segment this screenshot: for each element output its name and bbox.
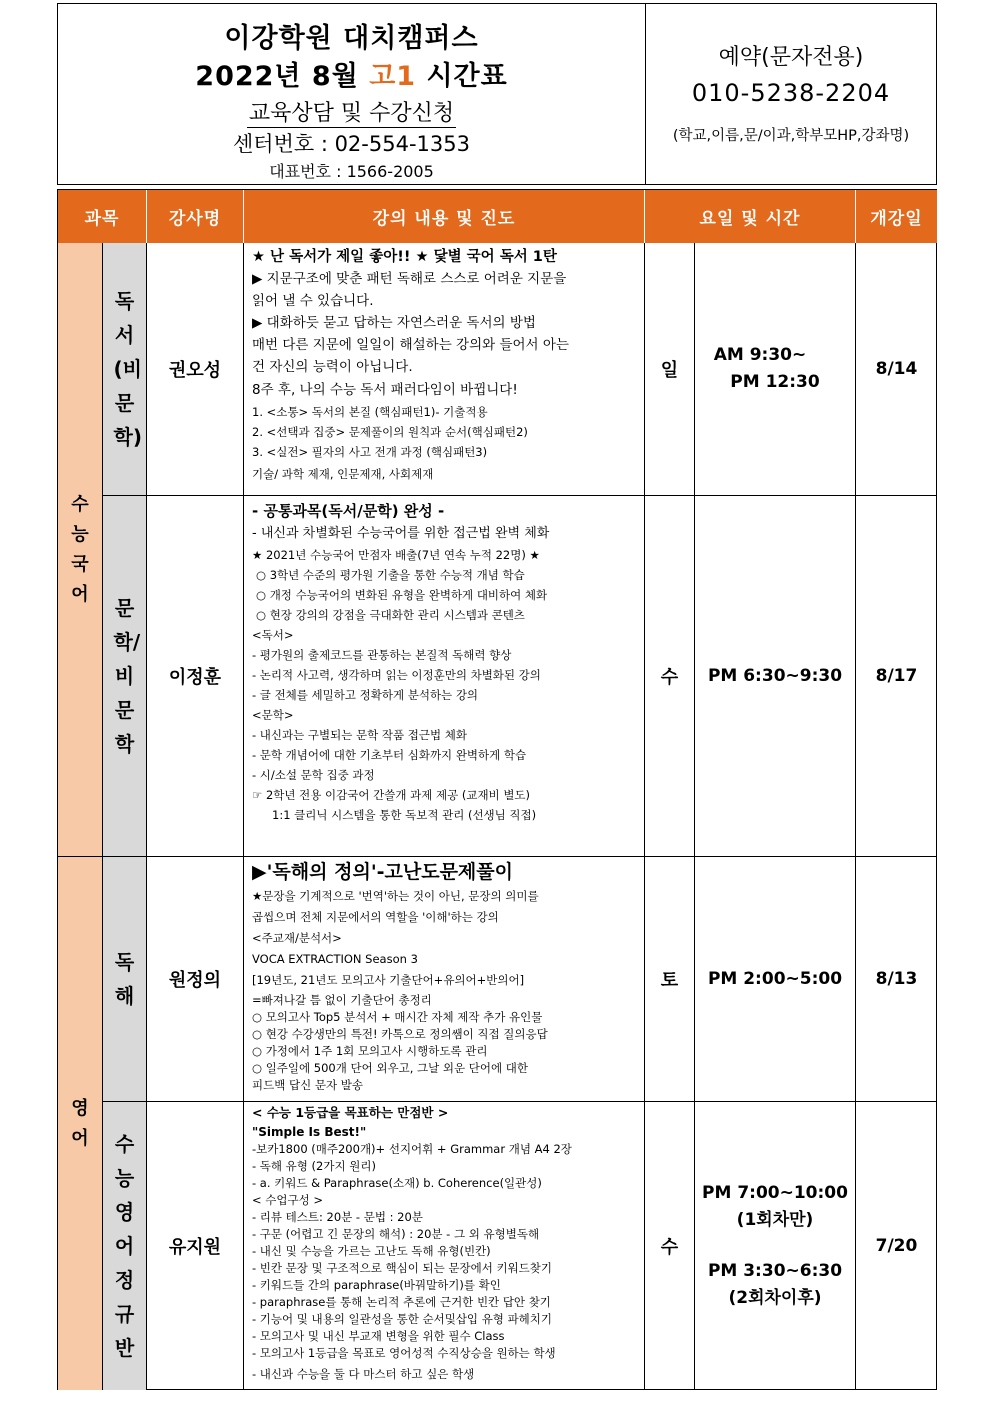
time-line: PM 3:30~6:30: [707, 1261, 843, 1281]
main-phone: 대표번호 : 1566-2005: [269, 162, 434, 181]
content-line: - 내신과는 구별되는 문학 작품 접근법 체화: [252, 728, 467, 742]
time-row3: PM 2:00~5:00: [695, 857, 856, 1102]
day-row4: 수: [645, 1102, 695, 1390]
content-line: ▶ 지문구조에 맞춘 패턴 독해로 스스로 어려운 지문을: [252, 271, 567, 287]
content-line: - 구문 (어렵고 긴 문장의 해석) : 20분 - 그 외 유형별독해: [252, 1227, 540, 1241]
content-line: ▶'독해의 정의'-고난도문제풀이: [252, 861, 513, 883]
time-line: (1회차만): [736, 1210, 814, 1230]
content-row2: [244, 496, 645, 857]
schedule-title-pre: 2022년 8월: [195, 61, 370, 92]
content-line: - 내신과 수능을 둘 다 마스터 하고 싶은 학생: [252, 1367, 475, 1381]
content-line: - 글 전체를 세밀하고 정확하게 분석하는 강의: [252, 688, 479, 702]
col-header-start: 개강일: [856, 190, 937, 243]
day-row2: 수: [645, 496, 695, 857]
subject-english-regular: [103, 1102, 147, 1390]
content-line: - 키워드들 간의 paraphrase(바꿔말하기)를 확인: [252, 1278, 501, 1292]
col-header-content: 강의 내용 및 진도: [244, 190, 645, 243]
content-line: - 내신과 차별화된 수능국어를 위한 접근법 완벽 체화: [252, 526, 550, 541]
start-row4: 7/20: [875, 1236, 918, 1256]
content-line: 건 자신의 능력이 아닙니다.: [252, 359, 413, 375]
content-line: 매번 다른 지문에 일일이 해설하는 강의와 들어서 아는: [252, 337, 569, 353]
content-line: ○ 3학년 수준의 평가원 기출을 통한 수능적 개념 학습: [256, 568, 525, 582]
grade-highlight: 고1: [369, 61, 417, 92]
content-line: 피드백 답신 문자 발송: [252, 1078, 363, 1092]
content-line: - 시/소설 문학 집중 과정: [252, 768, 375, 782]
col-header-schedule: 요일 및 시간: [645, 190, 856, 243]
content-line: - 빈칸 문장 및 구조적으로 핵심이 되는 문장에서 키워드찾기: [252, 1261, 553, 1275]
content-row3: [244, 857, 645, 1102]
time-row2: PM 6:30~9:30: [695, 496, 856, 857]
center-phone: 센터번호 : 02-554-1353: [233, 132, 470, 156]
academy-title: 이강학원 대치캠퍼스: [224, 23, 479, 54]
reserve-info: (학교,이름,문/이과,학부모HP,강좌명): [672, 128, 910, 144]
content-line: ★ 2021년 수능국어 만점자 배출(7년 연속 누적 22명) ★: [252, 548, 540, 562]
content-line: < 수능 1등급을 목표하는 만점반 >: [252, 1105, 449, 1120]
content-line: - 독해 유형 (2가지 원리): [252, 1159, 376, 1173]
subject-reading-comprehension-label: 독해: [114, 950, 135, 1008]
content-line: - 내신 및 수능을 가르는 고난도 독해 유형(빈칸): [252, 1244, 491, 1258]
category-korean-label: 수능국어: [71, 493, 89, 605]
content-row4: [244, 1102, 645, 1390]
category-korean: [58, 243, 103, 857]
content-line: ☞ 2학년 전용 이감국어 간쓸개 과제 제공 (교재비 별도): [252, 788, 531, 802]
subject-literature: [103, 496, 147, 857]
content-line: < 수업구성 >: [252, 1193, 324, 1207]
content-line: VOCA EXTRACTION Season 3: [252, 952, 418, 966]
content-line: - 논리적 사고력, 생각하며 읽는 이정훈만의 차별화된 강의: [252, 668, 541, 682]
content-line: 2. <선택과 집중> 문제풀이의 원칙과 순서(핵심패턴2): [252, 425, 528, 439]
header-title-area: [58, 4, 646, 184]
content-line: 곱씹으며 전체 지문에서의 역할을 '이해'하는 강의: [252, 910, 499, 924]
subject-literature-label: 문학/비문학: [113, 596, 141, 756]
teacher-row4: 유지원: [147, 1102, 244, 1390]
content-line: ○ 개정 수능국어의 변화된 유형을 완벽하게 대비하여 체화: [256, 588, 548, 602]
teacher-row3: 원정의: [147, 857, 244, 1102]
category-english-label: 영어: [71, 1097, 89, 1149]
day-row3: 토: [645, 857, 695, 1102]
content-line: <문학>: [252, 708, 294, 722]
content-line: - 공통과목(독서/문학) 완성 -: [252, 502, 445, 520]
schedule-table: [57, 189, 937, 1390]
time-row1: [695, 243, 856, 496]
content-line: 8주 후, 나의 수능 독서 패러다임이 바뀝니다!: [252, 382, 518, 398]
content-row1: [244, 243, 645, 496]
category-english: [58, 857, 103, 1390]
content-line: =빠져나갈 틈 없이 기출단어 총정리: [252, 993, 432, 1007]
time-line: (2회차이후): [728, 1288, 822, 1308]
content-line: - 기능어 및 내용의 일관성을 통한 순서및삽입 유형 파헤치기: [252, 1312, 553, 1326]
subject-reading-comprehension: [103, 857, 147, 1102]
content-line: <주교재/분석서>: [252, 931, 342, 945]
subject-reading-label: 독서(비문학): [113, 289, 142, 449]
schedule-title: [58, 54, 645, 93]
content-line: ○ 현강 수강생만의 특전! 카톡으로 정의쌤이 직접 질의응답: [252, 1027, 548, 1041]
reserve-label: 예약(문자전용): [718, 45, 864, 70]
consult-text: 교육상담 및 수강신청: [247, 96, 456, 128]
header-box: [57, 3, 937, 185]
start-row2: 8/17: [856, 496, 937, 857]
time-line: PM 7:00~10:00: [702, 1183, 848, 1203]
content-line: 기술/ 과학 제재, 인문제재, 사회제재: [252, 467, 434, 481]
content-line: ○ 모의고사 Top5 분석서 + 매시간 자체 제작 추가 유인물: [252, 1010, 543, 1024]
content-line: 1. <소통> 독서의 본질 (핵심패턴1)- 기출적용: [252, 405, 488, 419]
col-header-teacher: 강사명: [147, 190, 244, 243]
content-line: - 문학 개념어에 대한 기초부터 심화까지 완벽하게 학습: [252, 748, 527, 762]
content-line: [19년도, 21년도 모의고사 기출단어+유의어+반의어]: [252, 973, 525, 987]
content-line: 3. <실전> 필자의 사고 전개 과정 (핵심패턴3): [252, 445, 488, 459]
content-line: ▶ 대화하듯 묻고 답하는 자연스러운 독서의 방법: [252, 315, 536, 331]
schedule-title-post: 시간표: [416, 61, 508, 92]
subject-reading: [103, 243, 147, 496]
time-line: AM 9:30~: [713, 345, 807, 365]
content-line: <독서>: [252, 628, 294, 642]
content-line: ★문장을 기계적으로 '번역'하는 것이 아닌, 문장의 의미를: [252, 889, 539, 903]
content-line: - 모의고사 1등급을 목표로 영어성적 수직상승을 원하는 학생: [252, 1346, 556, 1360]
content-line: ○ 현장 강의의 강점을 극대화한 관리 시스템과 콘텐츠: [256, 608, 525, 622]
consult-label: [58, 96, 645, 128]
subject-english-regular-label: 수능영어정규반: [114, 1132, 135, 1360]
content-line: - a. 키워드 & Paraphrase(소재) b. Coherence(일관성): [252, 1176, 542, 1190]
start-row3: 8/13: [856, 857, 937, 1102]
day-row1: 일: [645, 243, 695, 496]
reserve-phone: 010-5238-2204: [691, 79, 891, 107]
content-line: - 모의고사 및 내신 부교재 변형을 위한 필수 Class: [252, 1329, 505, 1343]
content-line: - 리뷰 테스트: 20분 - 문법 : 20분: [252, 1210, 423, 1224]
content-line: 1:1 클리닉 시스템을 통한 독보적 관리 (선생님 직접): [272, 808, 537, 822]
teacher-row2: 이정훈: [147, 496, 244, 857]
time-line: PM 12:30: [730, 372, 820, 392]
start-row1: 8/14: [856, 243, 937, 496]
content-line: 읽어 낼 수 있습니다.: [252, 293, 374, 309]
col-header-subject: 과목: [58, 190, 147, 243]
content-line: ○ 일주일에 500개 단어 외우고, 그날 외운 단어에 대한: [252, 1061, 528, 1075]
content-line: -보카1800 (매주200개)+ 선지어휘 + Grammar 개념 A4 2장: [252, 1142, 572, 1156]
header-reservation-area: [646, 4, 936, 184]
teacher-row1: 권오성: [147, 243, 244, 496]
time-row4: [695, 1102, 856, 1390]
content-line: ○ 가정에서 1주 1회 모의고사 시행하도록 관리: [252, 1044, 488, 1058]
content-line: - paraphrase를 통해 논리적 추론에 근거한 빈칸 답안 찾기: [252, 1295, 551, 1309]
content-line: - 평가원의 출제코드를 관통하는 본질적 독해력 향상: [252, 648, 512, 662]
content-line: ★ 난 독서가 제일 좋아!! ★ 닻별 국어 독서 1탄: [252, 249, 557, 265]
content-line: "Simple Is Best!": [252, 1125, 367, 1139]
